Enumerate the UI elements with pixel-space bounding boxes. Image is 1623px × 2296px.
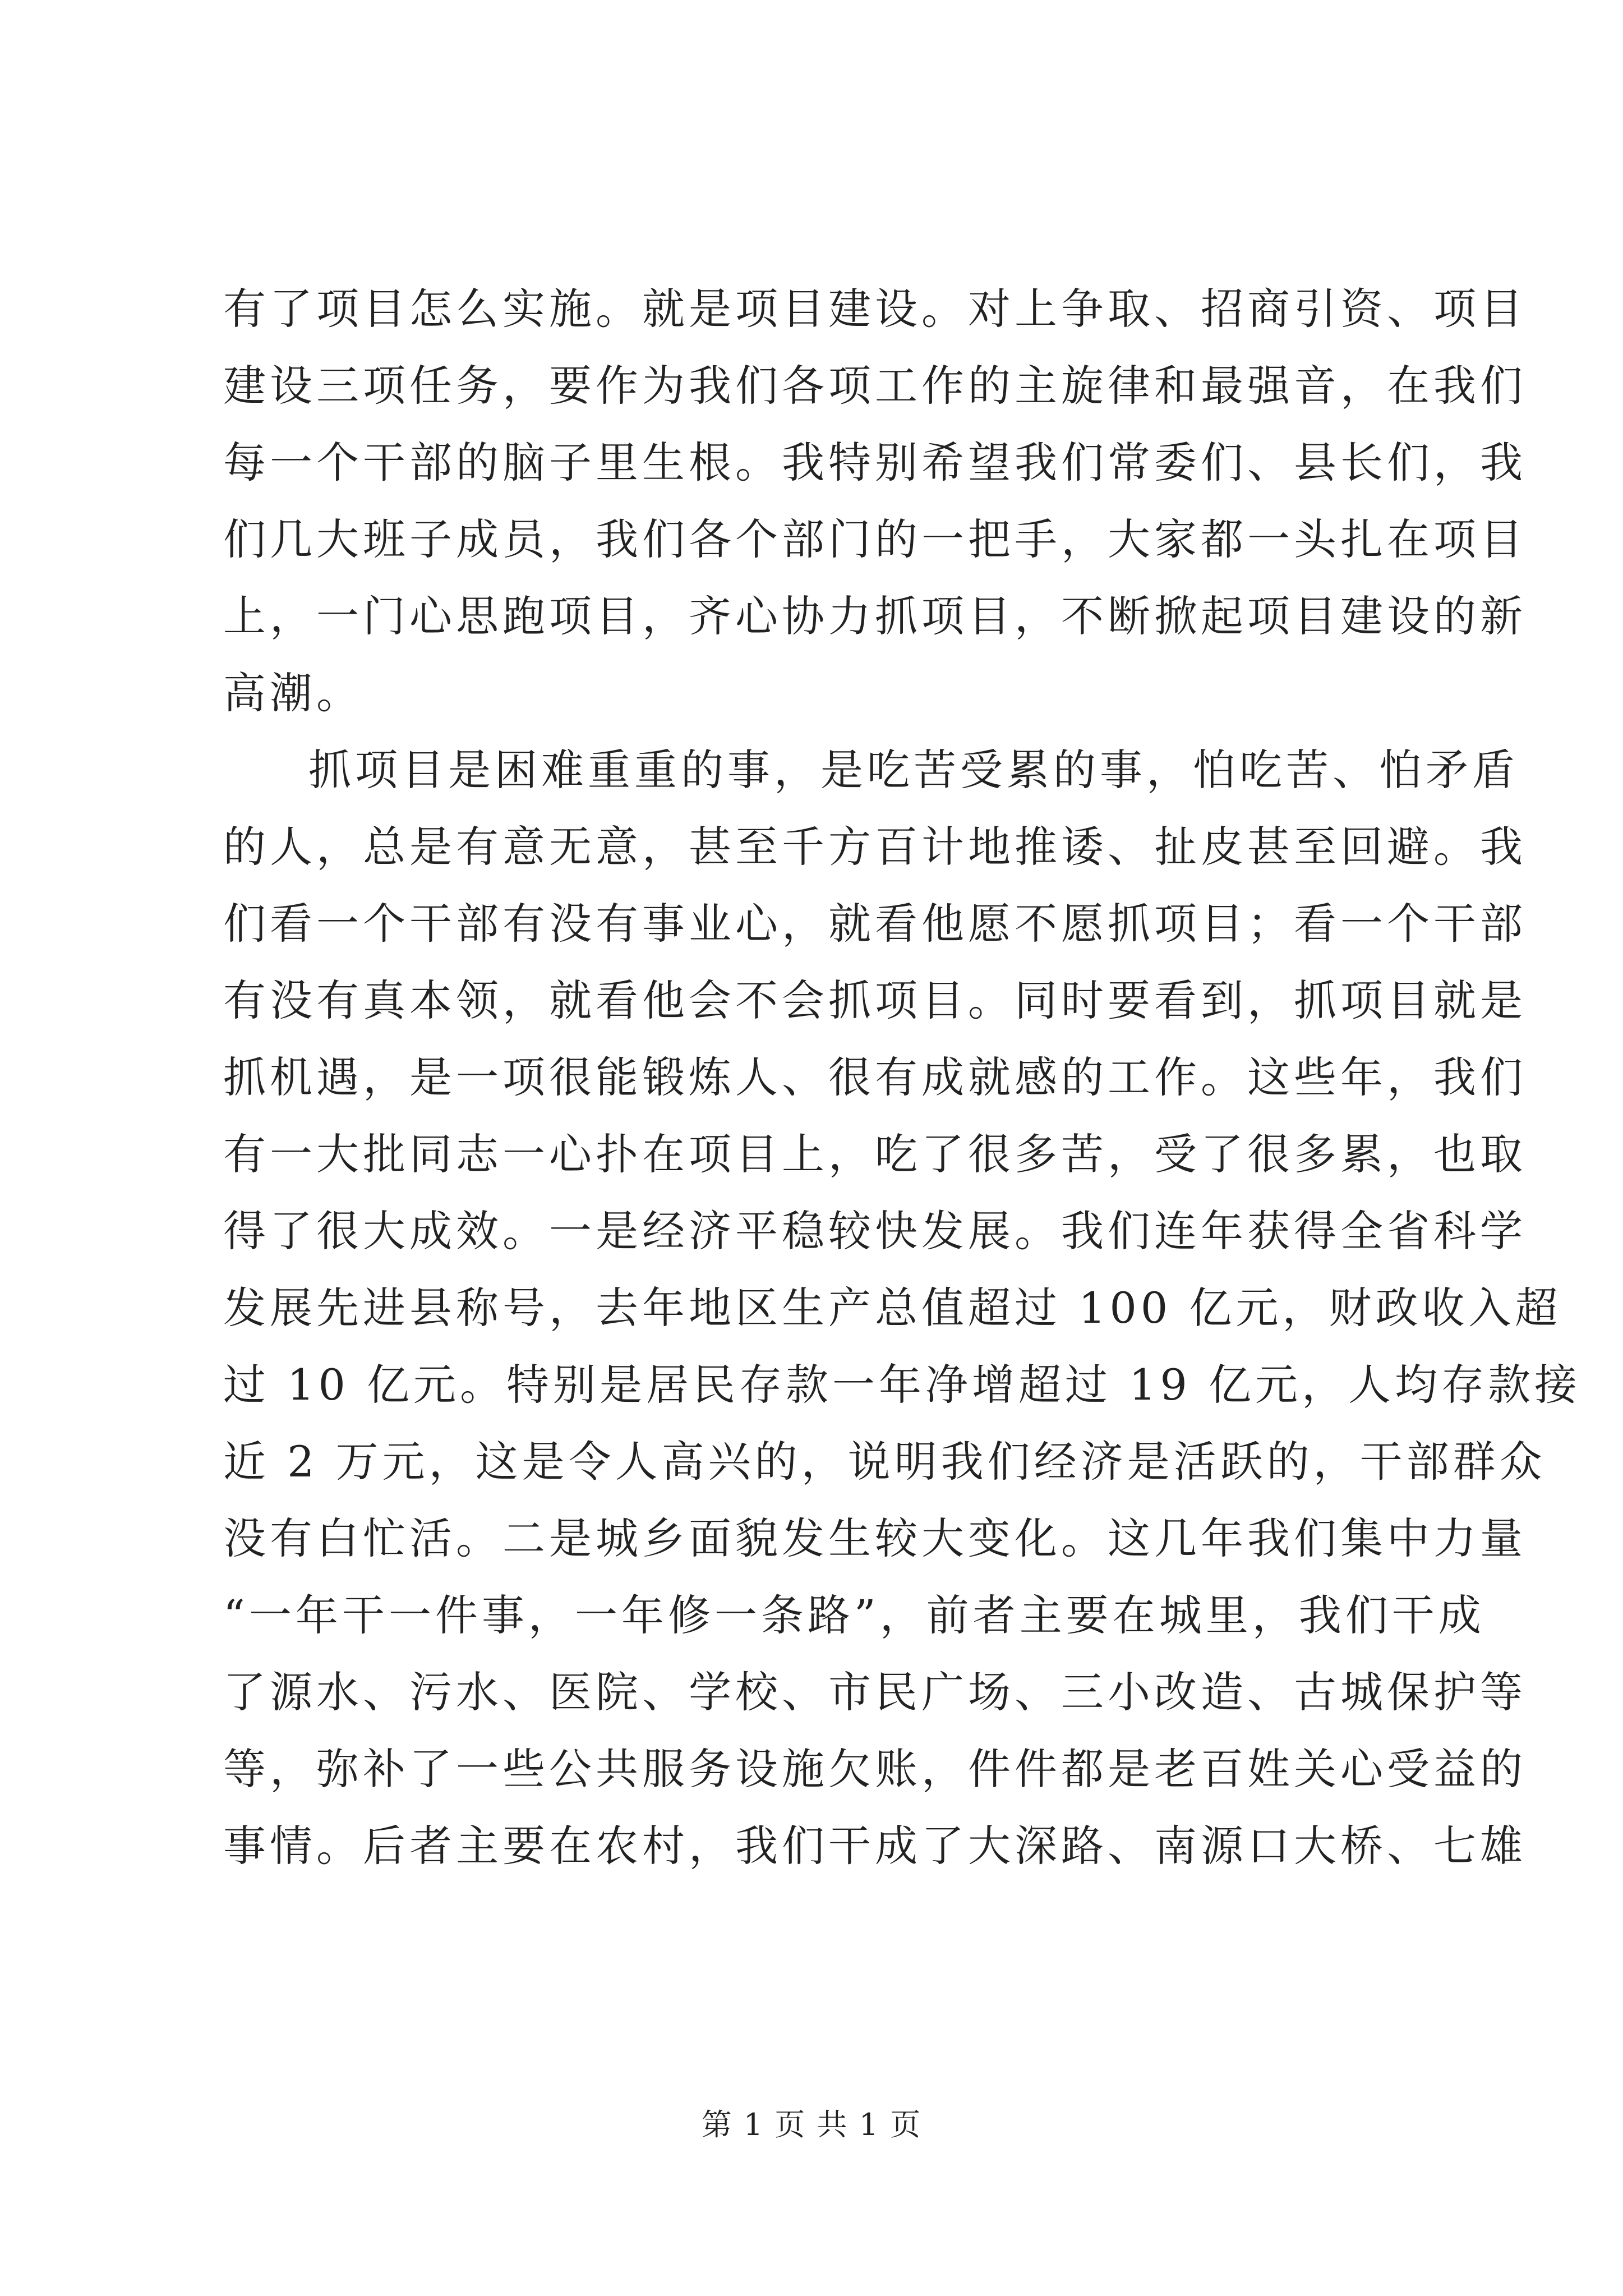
text-line: 抓机遇，是一项很能锻炼人、很有成就感的工作。这些年，我们 — [223, 1052, 1527, 1102]
text-line: 的人，总是有意无意，甚至千方百计地推诿、扯皮甚至回避。我 — [223, 822, 1527, 872]
text-line: 有一大批同志一心扑在项目上，吃了很多苦，受了很多累，也取 — [223, 1129, 1527, 1179]
text-line: 们几大班子成员，我们各个部门的一把手，大家都一头扎在项目 — [223, 514, 1527, 564]
text-line: 们看一个干部有没有事业心，就看他愿不愿抓项目；看一个干部 — [223, 899, 1527, 949]
text-line: 了源水、污水、医院、学校、市民广场、三小改造、古城保护等 — [223, 1667, 1527, 1717]
page-footer: 第 1 页 共 1 页 — [701, 2107, 922, 2142]
text-line: 建设三项任务，要作为我们各项工作的主旋律和最强音，在我们 — [223, 361, 1527, 411]
text-line: 等，弥补了一些公共服务设施欠账，件件都是老百姓关心受益的 — [223, 1744, 1527, 1794]
text-line: 上，一门心思跑项目，齐心协力抓项目，不断掀起项目建设的新 — [223, 591, 1527, 641]
paragraph-start-line: 抓项目是困难重重的事，是吃苦受累的事，怕吃苦、怕矛盾 — [308, 745, 1519, 795]
text-line: 过 10 亿元。特别是居民存款一年净增超过 19 亿元，人均存款接 — [223, 1360, 1581, 1410]
text-line: 事情。后者主要在农村，我们干成了大深路、南源口大桥、七雄 — [223, 1821, 1527, 1871]
text-line: 高潮。 — [223, 668, 363, 718]
text-line: 有了项目怎么实施。就是项目建设。对上争取、招商引资、项目 — [223, 284, 1527, 334]
text-line: 每一个干部的脑子里生根。我特别希望我们常委们、县长们，我 — [223, 438, 1527, 487]
text-line: 没有白忙活。二是城乡面貌发生较大变化。这几年我们集中力量 — [223, 1513, 1527, 1563]
text-line: 近 2 万元，这是令人高兴的，说明我们经济是活跃的，干部群众 — [223, 1437, 1546, 1487]
text-line: 有没有真本领，就看他会不会抓项目。同时要看到，抓项目就是 — [223, 976, 1527, 1025]
text-line: 得了很大成效。一是经济平稳较快发展。我们连年获得全省科学 — [223, 1206, 1527, 1256]
body-text — [223, 270, 1581, 1884]
text-line: 发展先进县称号，去年地区生产总值超过 100 亿元，财政收入超 — [223, 1283, 1562, 1333]
text-line: “一年干一件事，一年修一条路”，前者主要在城里，我们干成 — [223, 1590, 1485, 1640]
